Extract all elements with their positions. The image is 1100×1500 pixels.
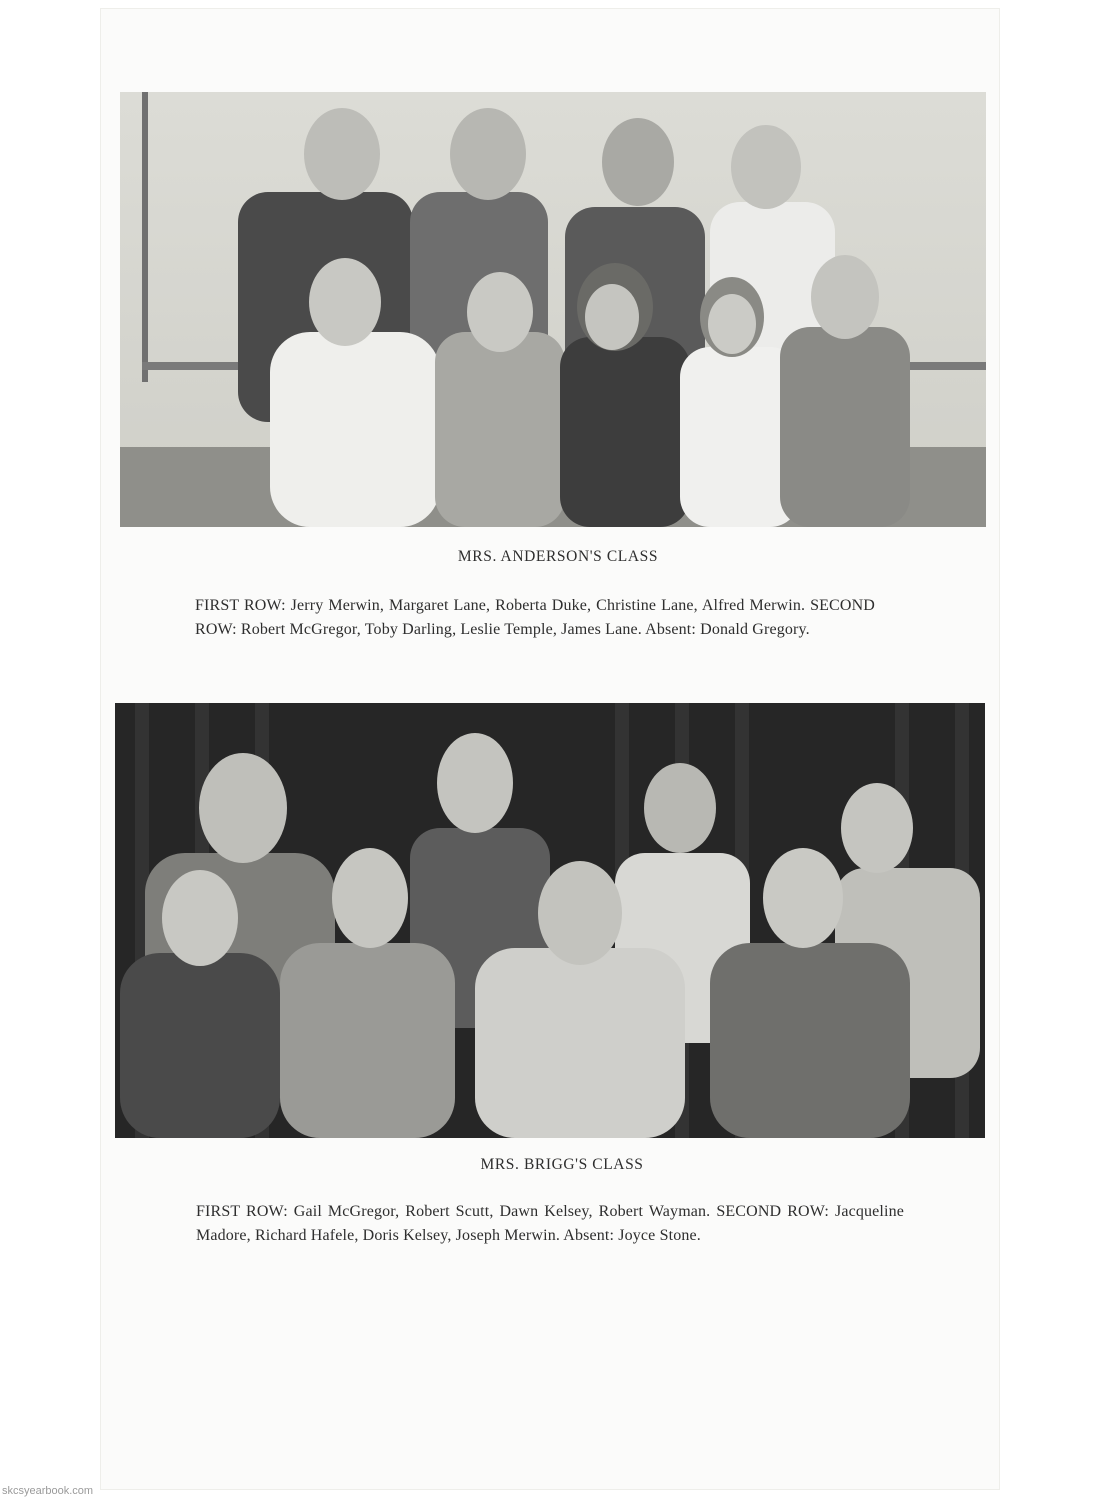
- class-photo-brigg: [115, 703, 985, 1138]
- class-photo-anderson-image: [120, 92, 986, 527]
- class-caption-anderson: MRS. ANDERSON'S CLASS: [457, 548, 659, 565]
- class-names-anderson: FIRST ROW: Jerry Merwin, Margaret Lane, Roberta Duke, Christine Lane, Alfred Merwin. SECOND ROW: Robert McGregor, Toby Darling, Leslie Temple, James Lane. Absent: Donald Gregory.: [195, 597, 875, 638]
- site-watermark: skcsyearbook.com: [2, 1485, 94, 1497]
- class-names-brigg: FIRST ROW: Gail McGregor, Robert Scutt, Dawn Kelsey, Robert Wayman. SECOND ROW: Jacqueline Madore, Richard Hafele, Doris Kelsey, Joseph Merwin. Absent: Joyce Stone.: [196, 1203, 904, 1244]
- class-caption-brigg: MRS. BRIGG'S CLASS: [480, 1156, 644, 1173]
- class-photo-brigg-image: [115, 703, 985, 1138]
- class-photo-anderson: [120, 92, 986, 527]
